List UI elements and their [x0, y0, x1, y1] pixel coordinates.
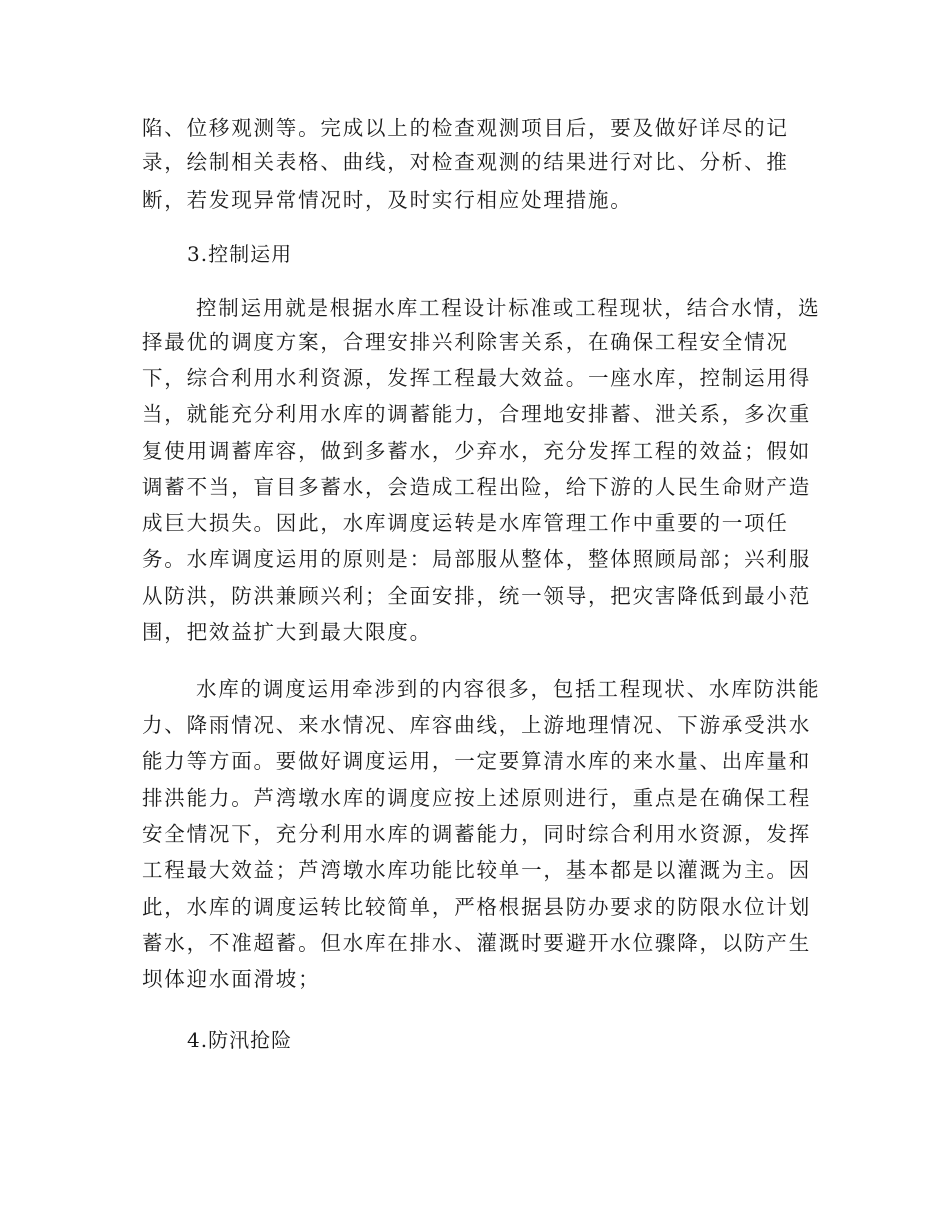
paragraph-3-line-5: 安全情况下，充分利用水库的调蓄能力，同时综合利用水资源，发挥	[142, 822, 811, 846]
paragraph-2-line-3: 下，综合利用水利资源，发挥工程最大效益。一座水库，控制运用得	[142, 366, 811, 390]
paragraph-3-line-2: 力、降雨情况、来水情况、库容曲线，上游地理情况、下游承受洪水	[142, 713, 811, 737]
paragraph-2-line-9: 从防洪，防洪兼顾兴利；全面安排，统一领导，把灾害降低到最小范	[142, 584, 811, 608]
paragraph-2-line-7: 成巨大损失。因此，水库调度运转是水库管理工作中重要的一项任	[142, 511, 789, 535]
paragraph-2-line-8: 务。水库调度运用的原则是：局部服从整体，整体照顾局部；兴利服	[142, 547, 811, 571]
paragraph-2-line-2: 择最优的调度方案，合理安排兴利除害关系，在确保工程安全情况	[142, 330, 789, 354]
paragraph-2-line-5: 复使用调蓄库容，做到多蓄水，少弃水，充分发挥工程的效益；假如	[142, 439, 811, 463]
paragraph-2-line-4: 当，就能充分利用水库的调蓄能力，合理地安排蓄、泄关系，多次重	[142, 402, 811, 426]
section-heading-4: 4.防汛抢险	[187, 1028, 293, 1052]
paragraph-1-line-3: 断，若发现异常情况时，及时实行相应处理措施。	[142, 188, 633, 212]
section-heading-3: 3.控制运用	[187, 242, 293, 266]
paragraph-3-line-9: 坝体迎水面滑坡；	[142, 967, 321, 991]
paragraph-3-line-3: 能力等方面。要做好调度运用，一定要算清水库的来水量、出库量和	[142, 749, 811, 773]
paragraph-1-line-2: 录，绘制相关表格、曲线，对检查观测的结果进行对比、分析、推	[142, 150, 789, 174]
paragraph-3-line-8: 蓄水，不准超蓄。但水库在排水、灌溉时要避开水位骤降，以防产生	[142, 931, 811, 955]
paragraph-3-line-7: 此，水库的调度运转比较简单，严格根据县防办要求的防限水位计划	[142, 895, 811, 919]
paragraph-3-line-4: 排洪能力。芦湾墩水库的调度应按上述原则进行，重点是在确保工程	[142, 786, 811, 810]
paragraph-3-line-6: 工程最大效益；芦湾墩水库功能比较单一，基本都是以灌溉为主。因	[142, 858, 811, 882]
paragraph-2-line-6: 调蓄不当，盲目多蓄水，会造成工程出险，给下游的人民生命财产造	[142, 475, 811, 499]
paragraph-2-line-1: 控制运用就是根据水库工程设计标准或工程现状，结合水情，选	[196, 296, 821, 320]
paragraph-1-line-1: 陷、位移观测等。完成以上的检查观测项目后，要及做好详尽的记	[142, 116, 789, 140]
paragraph-3-line-1: 水库的调度运用牵涉到的内容很多，包括工程现状、水库防洪能	[196, 677, 821, 701]
paragraph-2-line-10: 围，把效益扩大到最大限度。	[142, 620, 432, 644]
